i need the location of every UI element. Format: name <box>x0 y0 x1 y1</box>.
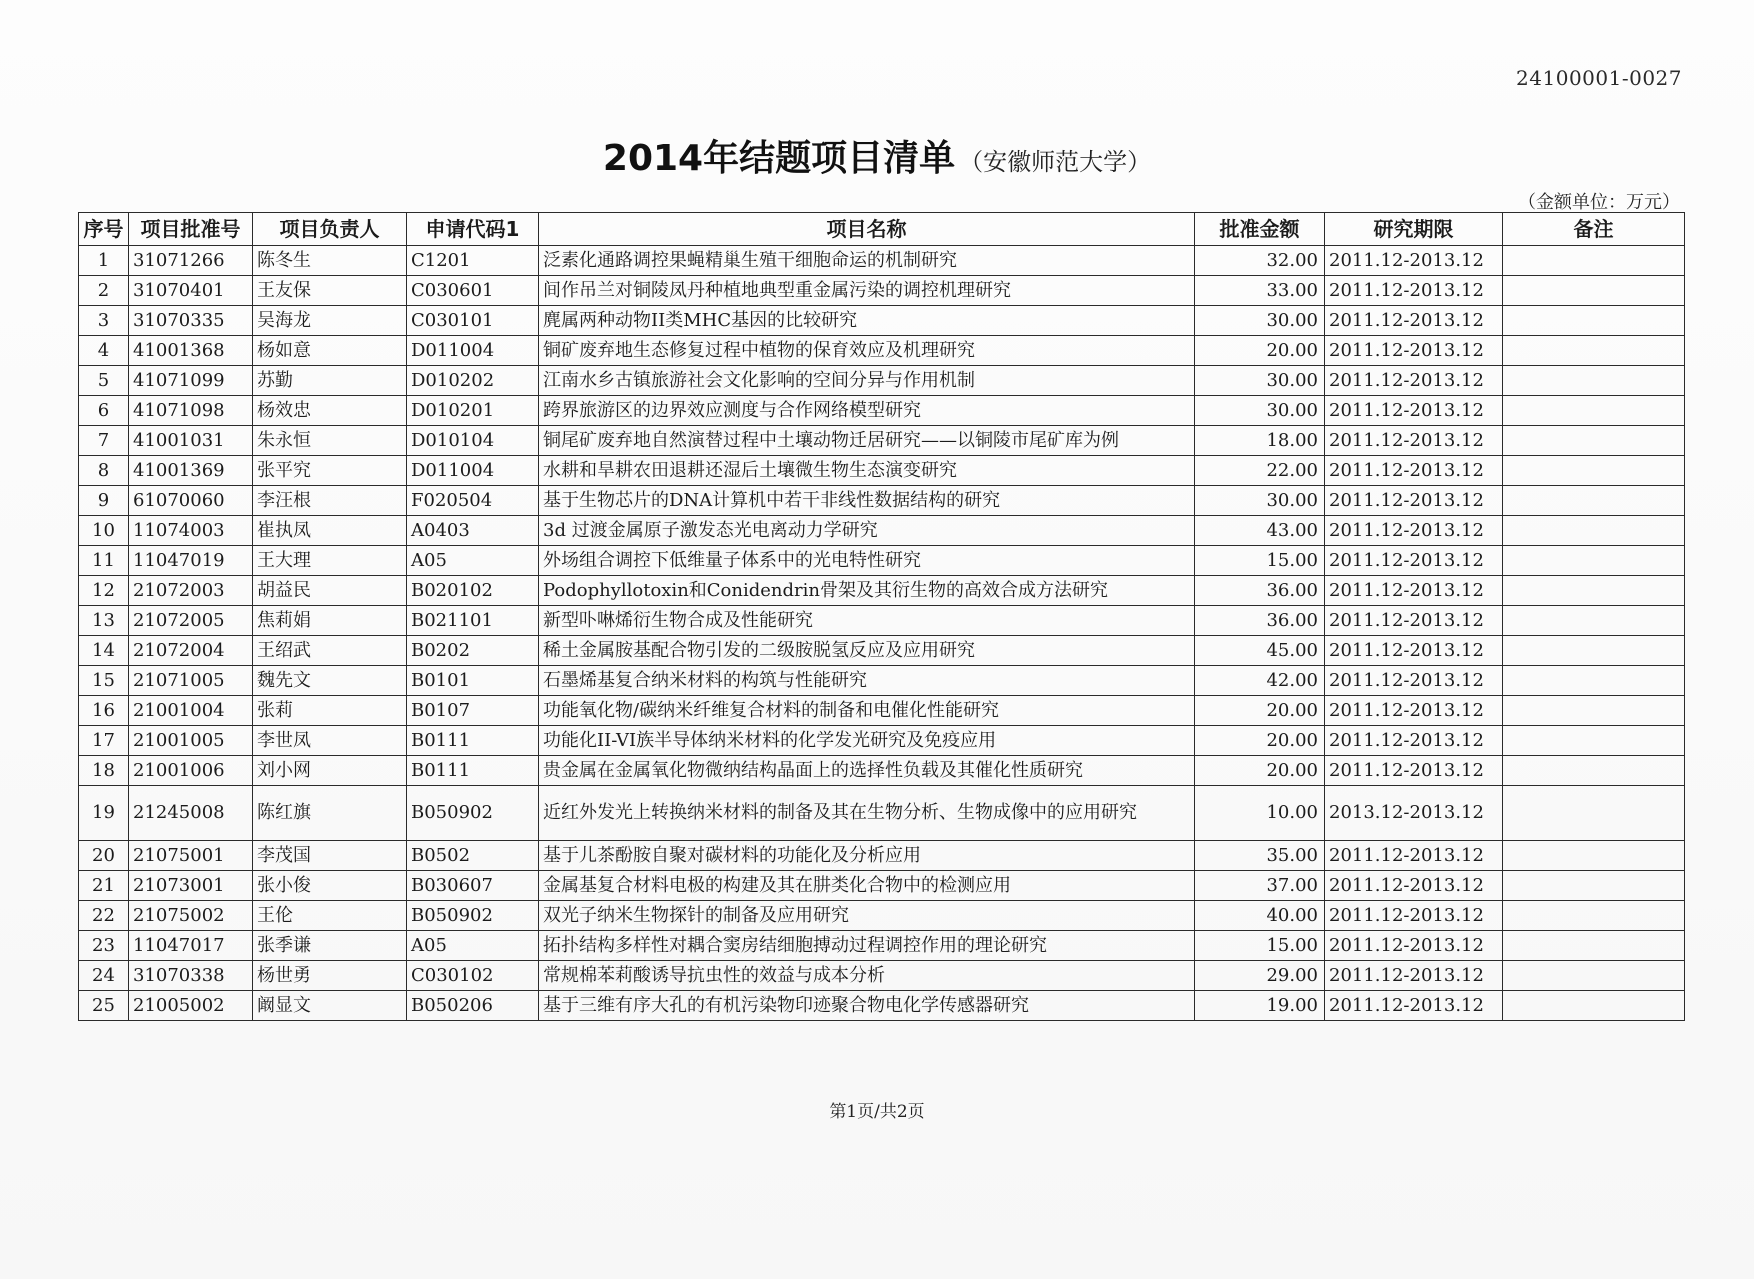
cell-code: B050902 <box>407 786 539 841</box>
cell-project-name: 基于生物芯片的DNA计算机中若干非线性数据结构的研究 <box>539 486 1195 516</box>
cell-leader: 苏勤 <box>253 366 407 396</box>
table-row <box>79 931 1685 961</box>
cell-amount: 33.00 <box>1195 276 1325 306</box>
cell-project-name: 新型卟啉烯衍生物合成及性能研究 <box>539 606 1195 636</box>
cell-project-name: 跨界旅游区的边界效应测度与合作网络模型研究 <box>539 396 1195 426</box>
cell-seq: 11 <box>79 546 129 576</box>
table-row <box>79 366 1685 396</box>
column-header-amount: 批准金额 <box>1195 213 1325 246</box>
cell-note <box>1503 306 1685 336</box>
cell-project-name: 功能化II-VI族半导体纳米材料的化学发光研究及免疫应用 <box>539 726 1195 756</box>
cell-amount: 32.00 <box>1195 246 1325 276</box>
cell-amount: 20.00 <box>1195 726 1325 756</box>
cell-seq: 4 <box>79 336 129 366</box>
cell-period: 2011.12-2013.12 <box>1325 756 1503 786</box>
column-header-project-name: 项目名称 <box>539 213 1195 246</box>
cell-leader: 杨效忠 <box>253 396 407 426</box>
cell-project-name: 常规棉苯莉酸诱导抗虫性的效益与成本分析 <box>539 961 1195 991</box>
cell-period: 2011.12-2013.12 <box>1325 366 1503 396</box>
cell-note <box>1503 991 1685 1021</box>
cell-note <box>1503 961 1685 991</box>
cell-period: 2011.12-2013.12 <box>1325 546 1503 576</box>
amount-unit-note: （金额单位：万元） <box>1518 192 1680 213</box>
table-row <box>79 606 1685 636</box>
document-code: 24100001-0027 <box>1516 66 1682 90</box>
cell-code: B050902 <box>407 901 539 931</box>
cell-code: B0502 <box>407 841 539 871</box>
cell-leader: 吴海龙 <box>253 306 407 336</box>
table-row <box>79 871 1685 901</box>
column-header-leader: 项目负责人 <box>253 213 407 246</box>
cell-amount: 30.00 <box>1195 366 1325 396</box>
cell-approval-no: 21005002 <box>129 991 253 1021</box>
cell-code: B0111 <box>407 726 539 756</box>
cell-note <box>1503 786 1685 841</box>
cell-leader: 杨世勇 <box>253 961 407 991</box>
cell-approval-no: 21071005 <box>129 666 253 696</box>
cell-amount: 40.00 <box>1195 901 1325 931</box>
cell-period: 2011.12-2013.12 <box>1325 931 1503 961</box>
cell-project-name: Podophyllotoxin和Conidendrin骨架及其衍生物的高效合成方法研究 <box>539 576 1195 606</box>
cell-code: B0202 <box>407 636 539 666</box>
cell-code: B021101 <box>407 606 539 636</box>
cell-leader: 张莉 <box>253 696 407 726</box>
table-row <box>79 246 1685 276</box>
cell-approval-no: 61070060 <box>129 486 253 516</box>
cell-note <box>1503 546 1685 576</box>
cell-code: B0101 <box>407 666 539 696</box>
cell-note <box>1503 576 1685 606</box>
table-row <box>79 666 1685 696</box>
cell-amount: 15.00 <box>1195 931 1325 961</box>
cell-code: B0107 <box>407 696 539 726</box>
cell-approval-no: 11047019 <box>129 546 253 576</box>
cell-seq: 1 <box>79 246 129 276</box>
cell-code: D010201 <box>407 396 539 426</box>
cell-project-name: 石墨烯基复合纳米材料的构筑与性能研究 <box>539 666 1195 696</box>
cell-project-name: 铜尾矿废弃地自然演替过程中土壤动物迁居研究——以铜陵市尾矿库为例 <box>539 426 1195 456</box>
cell-approval-no: 41001368 <box>129 336 253 366</box>
cell-project-name: 麂属两种动物II类MHC基因的比较研究 <box>539 306 1195 336</box>
cell-leader: 张小俊 <box>253 871 407 901</box>
column-header-note: 备注 <box>1503 213 1685 246</box>
cell-leader: 胡益民 <box>253 576 407 606</box>
cell-approval-no: 31070338 <box>129 961 253 991</box>
cell-seq: 17 <box>79 726 129 756</box>
column-header-seq: 序号 <box>79 213 129 246</box>
cell-approval-no: 21072004 <box>129 636 253 666</box>
table-row <box>79 991 1685 1021</box>
cell-leader: 刘小网 <box>253 756 407 786</box>
cell-note <box>1503 666 1685 696</box>
cell-period: 2011.12-2013.12 <box>1325 486 1503 516</box>
table-row <box>79 516 1685 546</box>
cell-period: 2011.12-2013.12 <box>1325 991 1503 1021</box>
table-row <box>79 426 1685 456</box>
cell-leader: 杨如意 <box>253 336 407 366</box>
cell-seq: 8 <box>79 456 129 486</box>
cell-amount: 10.00 <box>1195 786 1325 841</box>
cell-seq: 15 <box>79 666 129 696</box>
cell-period: 2011.12-2013.12 <box>1325 456 1503 486</box>
cell-seq: 21 <box>79 871 129 901</box>
table-row <box>79 636 1685 666</box>
cell-amount: 45.00 <box>1195 636 1325 666</box>
cell-period: 2011.12-2013.12 <box>1325 901 1503 931</box>
cell-note <box>1503 396 1685 426</box>
cell-leader: 张季谦 <box>253 931 407 961</box>
cell-amount: 30.00 <box>1195 306 1325 336</box>
cell-leader: 崔执凤 <box>253 516 407 546</box>
cell-amount: 22.00 <box>1195 456 1325 486</box>
cell-amount: 36.00 <box>1195 606 1325 636</box>
cell-seq: 25 <box>79 991 129 1021</box>
cell-approval-no: 41071098 <box>129 396 253 426</box>
cell-project-name: 金属基复合材料电极的构建及其在肼类化合物中的检测应用 <box>539 871 1195 901</box>
cell-leader: 李世凤 <box>253 726 407 756</box>
table-row <box>79 961 1685 991</box>
cell-period: 2011.12-2013.12 <box>1325 961 1503 991</box>
cell-approval-no: 41001031 <box>129 426 253 456</box>
cell-seq: 19 <box>79 786 129 841</box>
cell-leader: 陈红旗 <box>253 786 407 841</box>
cell-amount: 18.00 <box>1195 426 1325 456</box>
table-row <box>79 486 1685 516</box>
column-header-code: 申请代码1 <box>407 213 539 246</box>
cell-leader: 李茂国 <box>253 841 407 871</box>
cell-amount: 30.00 <box>1195 486 1325 516</box>
cell-leader: 魏先文 <box>253 666 407 696</box>
cell-project-name: 泛素化通路调控果蝇精巢生殖干细胞命运的机制研究 <box>539 246 1195 276</box>
cell-code: D011004 <box>407 336 539 366</box>
cell-code: F020504 <box>407 486 539 516</box>
cell-seq: 13 <box>79 606 129 636</box>
cell-leader: 李汪根 <box>253 486 407 516</box>
cell-period: 2011.12-2013.12 <box>1325 696 1503 726</box>
column-header-period: 研究期限 <box>1325 213 1503 246</box>
cell-period: 2011.12-2013.12 <box>1325 666 1503 696</box>
cell-note <box>1503 726 1685 756</box>
table-row <box>79 456 1685 486</box>
page-title: 2014年结题项目清单 <box>602 138 956 179</box>
cell-note <box>1503 456 1685 486</box>
cell-seq: 7 <box>79 426 129 456</box>
cell-approval-no: 41071099 <box>129 366 253 396</box>
cell-leader: 王友保 <box>253 276 407 306</box>
cell-leader: 张平究 <box>253 456 407 486</box>
table-row <box>79 306 1685 336</box>
cell-amount: 42.00 <box>1195 666 1325 696</box>
cell-seq: 5 <box>79 366 129 396</box>
table-row <box>79 336 1685 366</box>
cell-amount: 20.00 <box>1195 336 1325 366</box>
cell-seq: 24 <box>79 961 129 991</box>
cell-project-name: 功能氧化物/碳纳米纤维复合材料的制备和电催化性能研究 <box>539 696 1195 726</box>
cell-seq: 18 <box>79 756 129 786</box>
cell-note <box>1503 246 1685 276</box>
cell-approval-no: 31070401 <box>129 276 253 306</box>
cell-approval-no: 41001369 <box>129 456 253 486</box>
cell-project-name: 拓扑结构多样性对耦合窦房结细胞搏动过程调控作用的理论研究 <box>539 931 1195 961</box>
cell-leader: 焦莉娟 <box>253 606 407 636</box>
cell-code: B050206 <box>407 991 539 1021</box>
cell-seq: 10 <box>79 516 129 546</box>
cell-amount: 20.00 <box>1195 756 1325 786</box>
table-row <box>79 576 1685 606</box>
cell-seq: 12 <box>79 576 129 606</box>
cell-period: 2011.12-2013.12 <box>1325 576 1503 606</box>
cell-seq: 22 <box>79 901 129 931</box>
table-row <box>79 546 1685 576</box>
cell-period: 2011.12-2013.12 <box>1325 306 1503 336</box>
page-subtitle: （安徽师范大学） <box>959 148 1152 176</box>
cell-seq: 6 <box>79 396 129 426</box>
cell-project-name: 间作吊兰对铜陵凤丹种植地典型重金属污染的调控机理研究 <box>539 276 1195 306</box>
cell-leader: 陈冬生 <box>253 246 407 276</box>
cell-code: D010104 <box>407 426 539 456</box>
cell-period: 2011.12-2013.12 <box>1325 726 1503 756</box>
cell-code: C1201 <box>407 246 539 276</box>
cell-period: 2011.12-2013.12 <box>1325 426 1503 456</box>
cell-period: 2011.12-2013.12 <box>1325 606 1503 636</box>
cell-note <box>1503 696 1685 726</box>
cell-note <box>1503 426 1685 456</box>
cell-project-name: 水耕和旱耕农田退耕还湿后土壤微生物生态演变研究 <box>539 456 1195 486</box>
cell-seq: 14 <box>79 636 129 666</box>
table-row <box>79 786 1685 841</box>
table-row <box>79 901 1685 931</box>
cell-seq: 20 <box>79 841 129 871</box>
cell-period: 2011.12-2013.12 <box>1325 336 1503 366</box>
cell-note <box>1503 276 1685 306</box>
title-block <box>0 130 1754 181</box>
cell-note <box>1503 486 1685 516</box>
cell-note <box>1503 756 1685 786</box>
cell-code: C030102 <box>407 961 539 991</box>
table-row <box>79 726 1685 756</box>
cell-amount: 30.00 <box>1195 396 1325 426</box>
cell-approval-no: 21072005 <box>129 606 253 636</box>
cell-code: B0111 <box>407 756 539 786</box>
cell-amount: 36.00 <box>1195 576 1325 606</box>
cell-code: D010202 <box>407 366 539 396</box>
cell-period: 2011.12-2013.12 <box>1325 246 1503 276</box>
cell-approval-no: 21075002 <box>129 901 253 931</box>
cell-approval-no: 31070335 <box>129 306 253 336</box>
cell-period: 2011.12-2013.12 <box>1325 841 1503 871</box>
cell-approval-no: 21245008 <box>129 786 253 841</box>
table-body <box>79 246 1685 1021</box>
cell-period: 2011.12-2013.12 <box>1325 636 1503 666</box>
table-row <box>79 276 1685 306</box>
cell-leader: 王大理 <box>253 546 407 576</box>
cell-project-name: 基于儿茶酚胺自聚对碳材料的功能化及分析应用 <box>539 841 1195 871</box>
cell-code: A05 <box>407 546 539 576</box>
project-table <box>78 212 1685 1021</box>
cell-leader: 王绍武 <box>253 636 407 666</box>
cell-amount: 29.00 <box>1195 961 1325 991</box>
cell-amount: 19.00 <box>1195 991 1325 1021</box>
cell-note <box>1503 841 1685 871</box>
cell-approval-no: 21072003 <box>129 576 253 606</box>
cell-period: 2011.12-2013.12 <box>1325 516 1503 546</box>
cell-project-name: 双光子纳米生物探针的制备及应用研究 <box>539 901 1195 931</box>
cell-amount: 43.00 <box>1195 516 1325 546</box>
cell-project-name: 贵金属在金属氧化物微纳结构晶面上的选择性负载及其催化性质研究 <box>539 756 1195 786</box>
column-header-approval-no: 项目批准号 <box>129 213 253 246</box>
cell-note <box>1503 336 1685 366</box>
cell-code: A05 <box>407 931 539 961</box>
cell-seq: 23 <box>79 931 129 961</box>
cell-note <box>1503 931 1685 961</box>
cell-project-name: 江南水乡古镇旅游社会文化影响的空间分异与作用机制 <box>539 366 1195 396</box>
cell-code: B030607 <box>407 871 539 901</box>
table-row <box>79 756 1685 786</box>
cell-code: C030101 <box>407 306 539 336</box>
table-header-row <box>79 213 1685 246</box>
cell-code: A0403 <box>407 516 539 546</box>
cell-seq: 3 <box>79 306 129 336</box>
cell-note <box>1503 901 1685 931</box>
table-row <box>79 396 1685 426</box>
cell-approval-no: 21075001 <box>129 841 253 871</box>
cell-seq: 16 <box>79 696 129 726</box>
cell-period: 2011.12-2013.12 <box>1325 276 1503 306</box>
cell-leader: 王伦 <box>253 901 407 931</box>
cell-note <box>1503 636 1685 666</box>
cell-period: 2011.12-2013.12 <box>1325 871 1503 901</box>
cell-approval-no: 11047017 <box>129 931 253 961</box>
cell-seq: 2 <box>79 276 129 306</box>
cell-amount: 15.00 <box>1195 546 1325 576</box>
cell-approval-no: 11074003 <box>129 516 253 546</box>
cell-note <box>1503 871 1685 901</box>
cell-period: 2011.12-2013.12 <box>1325 396 1503 426</box>
table-row <box>79 696 1685 726</box>
cell-project-name: 基于三维有序大孔的有机污染物印迹聚合物电化学传感器研究 <box>539 991 1195 1021</box>
cell-amount: 37.00 <box>1195 871 1325 901</box>
cell-project-name: 3d 过渡金属原子激发态光电离动力学研究 <box>539 516 1195 546</box>
cell-leader: 朱永恒 <box>253 426 407 456</box>
cell-leader: 阚显文 <box>253 991 407 1021</box>
cell-approval-no: 21001004 <box>129 696 253 726</box>
cell-project-name: 铜矿废弃地生态修复过程中植物的保育效应及机理研究 <box>539 336 1195 366</box>
cell-project-name: 近红外发光上转换纳米材料的制备及其在生物分析、生物成像中的应用研究 <box>539 786 1195 841</box>
table-row <box>79 841 1685 871</box>
cell-approval-no: 21001005 <box>129 726 253 756</box>
cell-note <box>1503 606 1685 636</box>
cell-code: D011004 <box>407 456 539 486</box>
cell-code: B020102 <box>407 576 539 606</box>
cell-amount: 20.00 <box>1195 696 1325 726</box>
cell-project-name: 外场组合调控下低维量子体系中的光电特性研究 <box>539 546 1195 576</box>
cell-seq: 9 <box>79 486 129 516</box>
cell-approval-no: 21073001 <box>129 871 253 901</box>
cell-amount: 35.00 <box>1195 841 1325 871</box>
cell-note <box>1503 516 1685 546</box>
cell-period: 2013.12-2013.12 <box>1325 786 1503 841</box>
cell-note <box>1503 366 1685 396</box>
page-number: 第1页/共2页 <box>829 1102 925 1122</box>
cell-code: C030601 <box>407 276 539 306</box>
cell-approval-no: 21001006 <box>129 756 253 786</box>
cell-approval-no: 31071266 <box>129 246 253 276</box>
cell-project-name: 稀土金属胺基配合物引发的二级胺脱氢反应及应用研究 <box>539 636 1195 666</box>
